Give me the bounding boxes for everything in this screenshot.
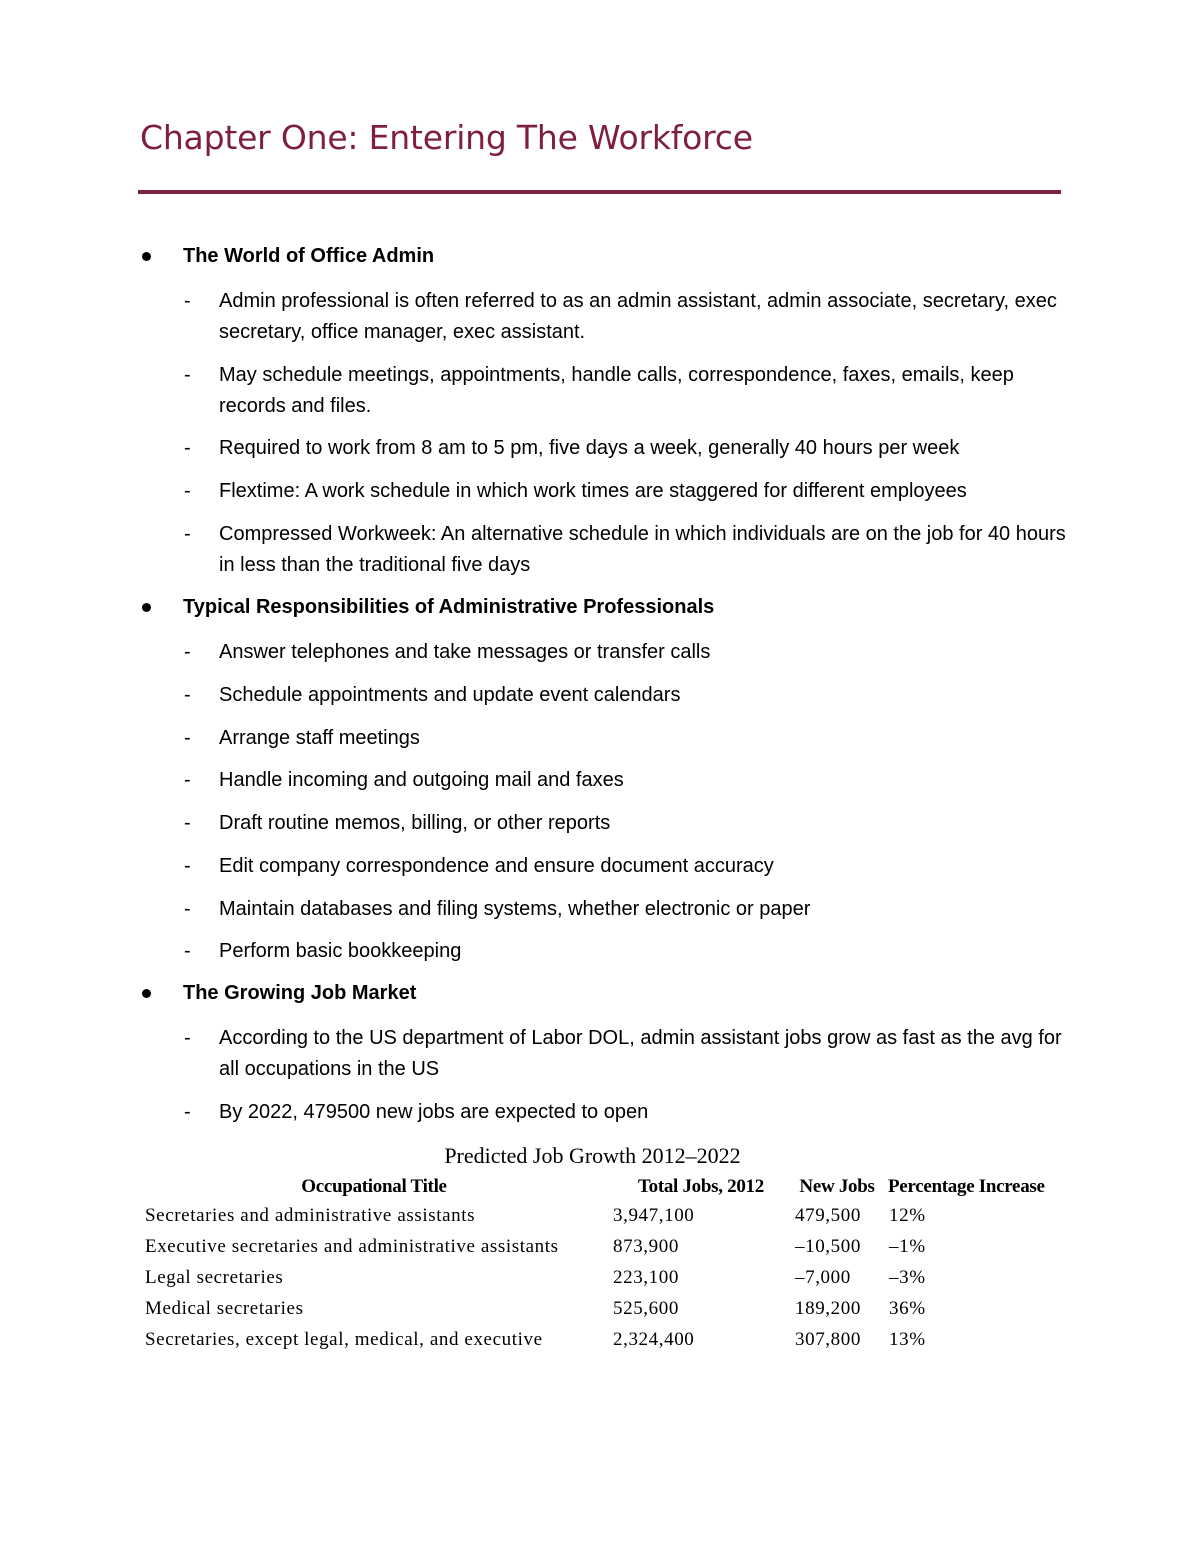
table-row: [140, 1263, 1068, 1294]
list-item: - May schedule meetings, appointments, handle calls, correspondence, faxes, emails, keep records and files.: [219, 360, 1069, 422]
list-item: - By 2022, 479500 new jobs are expected to open: [219, 1097, 1069, 1128]
table-header-row: [140, 1174, 1068, 1201]
section-heading-world-of-office-admin: The World of Office Admin: [183, 245, 434, 268]
dash-icon: -: [184, 855, 191, 877]
table-row: [140, 1232, 1068, 1263]
cell-new-jobs: –10,500: [795, 1236, 861, 1257]
dash-icon: -: [184, 641, 191, 663]
cell-total-jobs: 873,900: [613, 1236, 679, 1257]
dash-icon: -: [184, 812, 191, 834]
list-item: - Answer telephones and take messages or transfer calls: [219, 637, 1069, 668]
column-header-new-jobs: New Jobs: [799, 1176, 875, 1197]
cell-title: Executive secretaries and administrative assistants: [145, 1236, 559, 1257]
list-item: - Compressed Workweek: An alternative schedule in which individuals are on the job for 40 hours in less than the traditional five days: [219, 519, 1069, 581]
list-item: - Required to work from 8 am to 5 pm, five days a week, generally 40 hours per week: [219, 433, 1069, 464]
bullet-icon: [142, 989, 151, 998]
cell-percentage: 36%: [889, 1298, 926, 1319]
bullet-icon: [142, 603, 151, 612]
dash-icon: -: [184, 727, 191, 749]
dash-icon: -: [184, 523, 191, 545]
list-item: - Perform basic bookkeeping: [219, 936, 1069, 967]
cell-new-jobs: 189,200: [795, 1298, 861, 1319]
bullet-icon: [142, 252, 151, 261]
cell-percentage: –1%: [889, 1236, 926, 1257]
cell-percentage: 13%: [889, 1329, 926, 1350]
title-divider: [138, 190, 1061, 194]
cell-title: Secretaries and administrative assistants: [145, 1205, 476, 1226]
cell-total-jobs: 223,100: [613, 1267, 679, 1288]
page-title: Chapter One: Entering The Workforce: [140, 118, 753, 157]
cell-title: Legal secretaries: [145, 1267, 284, 1288]
table-row: [140, 1294, 1068, 1325]
table-row: [140, 1201, 1068, 1232]
dash-icon: -: [184, 1027, 191, 1049]
job-growth-table: [140, 1174, 1068, 1356]
dash-icon: -: [184, 364, 191, 386]
section-heading-typical-responsibilities: Typical Responsibilities of Administrative Professionals: [183, 596, 714, 619]
list-item: - Draft routine memos, billing, or other reports: [219, 808, 1069, 839]
list-item: - According to the US department of Labor DOL, admin assistant jobs grow as fast as the avg for all occupations in the US: [219, 1023, 1069, 1085]
cell-total-jobs: 3,947,100: [613, 1205, 695, 1226]
cell-percentage: 12%: [889, 1205, 926, 1226]
list-item: - Arrange staff meetings: [219, 723, 1069, 754]
column-header-percentage-increase: Percentage Increase: [888, 1176, 1045, 1197]
dash-icon: -: [184, 480, 191, 502]
cell-percentage: –3%: [889, 1267, 926, 1288]
cell-new-jobs: 307,800: [795, 1329, 861, 1350]
dash-icon: -: [184, 437, 191, 459]
cell-title: Secretaries, except legal, medical, and executive: [145, 1329, 543, 1350]
list-item: - Flextime: A work schedule in which work times are staggered for different employees: [219, 476, 1069, 507]
list-item: - Admin professional is often referred to as an admin assistant, admin associate, secretary, exec secretary, office manager, exec assistant.: [219, 286, 1069, 348]
dash-icon: -: [184, 769, 191, 791]
dash-icon: -: [184, 898, 191, 920]
table-row: [140, 1325, 1068, 1356]
cell-total-jobs: 525,600: [613, 1298, 679, 1319]
list-item: - Handle incoming and outgoing mail and faxes: [219, 765, 1069, 796]
cell-total-jobs: 2,324,400: [613, 1329, 695, 1350]
list-item: - Maintain databases and filing systems, whether electronic or paper: [219, 894, 1069, 925]
cell-title: Medical secretaries: [145, 1298, 304, 1319]
column-header-total-jobs: Total Jobs, 2012: [638, 1176, 764, 1197]
dash-icon: -: [184, 290, 191, 312]
section-heading-growing-job-market: The Growing Job Market: [183, 982, 416, 1005]
cell-new-jobs: 479,500: [795, 1205, 861, 1226]
list-item: - Schedule appointments and update event calendars: [219, 680, 1069, 711]
dash-icon: -: [184, 684, 191, 706]
list-item: - Edit company correspondence and ensure document accuracy: [219, 851, 1069, 882]
cell-new-jobs: –7,000: [795, 1267, 851, 1288]
dash-icon: -: [184, 1101, 191, 1123]
table-caption: Predicted Job Growth 2012–2022: [444, 1143, 741, 1168]
dash-icon: -: [184, 940, 191, 962]
column-header-occupational-title: Occupational Title: [301, 1176, 447, 1197]
